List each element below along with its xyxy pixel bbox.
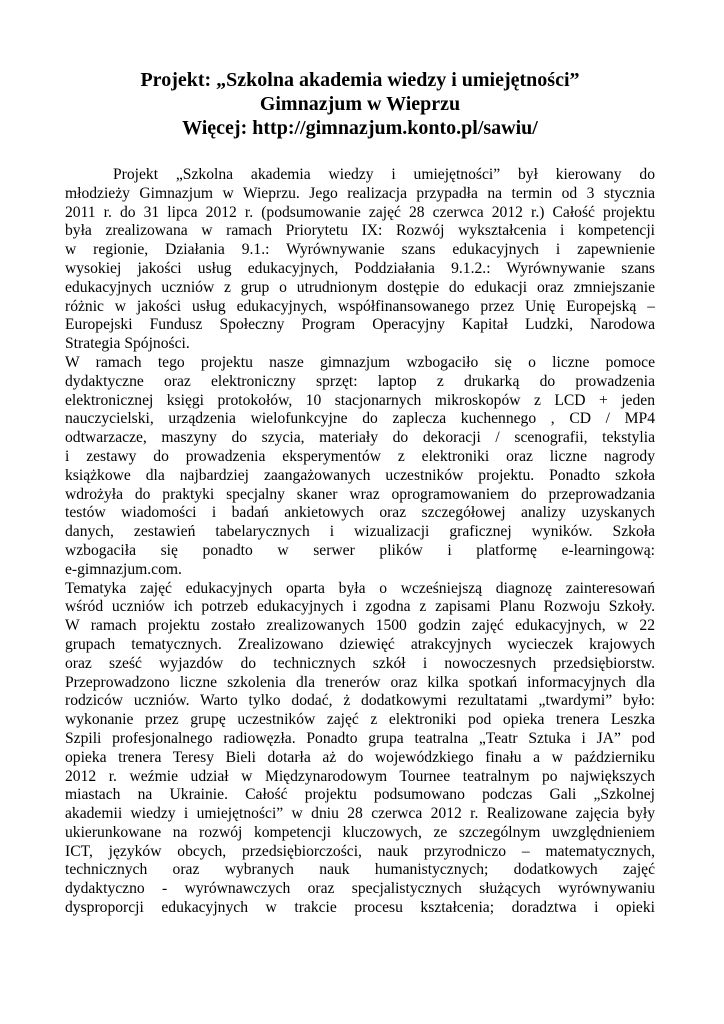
text-line: elektronicznej księgi protokołów, 10 stacjonarnych mikroskopów z LCD + jeden (65, 391, 655, 409)
text-line: ICT, języków obcych, przedsiębiorczości, nauk przyrodniczo – matematycznych, (65, 842, 655, 860)
text-line: grupach tematycznych. Zrealizowano dziewięć atrakcyjnych wycieczek krajowych (65, 635, 655, 653)
text-line: technicznych oraz wybranych nauk humanistycznych; dodatkowych zajęć (65, 861, 655, 879)
text-line: Strategia Spójności. (65, 335, 190, 353)
text-line: wykonanie przez grupę uczestników zajęć z elektroniki pod opieka trenera Leszka (65, 711, 655, 729)
text-line: rodziców uczniów. Warto tylko dodać, ż dodatkowymi rezultatami „twardymi” było: (65, 692, 655, 710)
project-title: Projekt: „Szkolna akademia wiedzy i umiejętności” (140, 69, 580, 91)
text-line: była zrealizowana w ramach Priorytetu IX: Rozwój wykształcenia i kompetencji (65, 222, 655, 240)
text-line: e-gimnazjum.com. (65, 560, 182, 578)
text-line: książkowe dla najbardziej zaangażowanych uczestników projektu. Ponadto szkoła (65, 466, 655, 484)
text-line: wdrożyła do praktyki specjalny skaner wraz oprogramowaniem do przeprowadzania (65, 485, 655, 503)
text-line: 2011 r. do 31 lipca 2012 r. (podsumowanie zajęć 28 czerwca 2012 r.) Całość projektu (65, 203, 655, 221)
text-line: danych, zestawień tabelarycznych i wizualizacji graficznej wyników. Szkoła (65, 523, 655, 541)
text-line: odtwarzacze, maszyny do szycia, materiały do dekoracji / scenografii, tekstylia (65, 429, 655, 447)
text-line: wśród uczniów ich potrzeb edukacyjnych i zgodna z zapisami Planu Rozwoju Szkoły. (65, 598, 655, 616)
text-line: różnic w jakości usług edukacyjnych, współfinansowanego przez Unię Europejską – (65, 297, 655, 315)
text-line: akademii wiedzy i umiejętności” w dniu 28 czerwca 2012 r. Realizowane zajęcia były (65, 805, 655, 823)
text-line: miastach na Ukrainie. Całość projektu podsumowano podczas Gali „Szkolnej (65, 786, 655, 804)
text-line: dydaktyczno - wyrównawczych oraz specjalistycznych służących wyrównywaniu (65, 880, 655, 898)
text-line: 2012 r. weźmie udział w Międzynarodowym Tournee teatralnym po największych (65, 767, 655, 785)
text-line: testów wiadomości i badań ankietowych oraz szczegółowej analizy uzyskanych (65, 504, 655, 522)
text-line: Przeprowadzono liczne szkolenia dla trenerów oraz kilka spotkań informacyjnych dla (65, 673, 655, 691)
school-name: Gimnazjum w Wieprzu (259, 93, 461, 115)
text-line: wysokiej jakości usług edukacyjnych, Poddziałania 9.1.2.: Wyrównywanie szans (65, 259, 655, 277)
more-info-link[interactable]: Więcej: http://gimnazjum.konto.pl/sawiu/ (182, 117, 538, 139)
text-line: nauczycielski, urządzenia wielofunkcyjne do zaplecza kuchennego , CD / MP4 (65, 410, 655, 428)
text-line: Szpili profesjonalnego radiowęzła. Ponadto grupa teatralna „Teatr Sztuka i JA” pod (65, 729, 655, 747)
text-line: edukacyjnych uczniów z grup o utrudnionym dostępie do edukacji oraz zmniejszanie (65, 278, 655, 296)
text-line: w regionie, Działania 9.1.: Wyrównywanie szans edukacyjnych i zapewnienie (65, 241, 655, 259)
text-line: W ramach projektu zostało zrealizowanych 1500 godzin zajęć edukacyjnych, w 22 (65, 617, 655, 635)
document-page (65, 68, 655, 918)
document-body (65, 166, 655, 918)
text-line: oraz sześć wyjazdów do technicznych szkół i nowoczesnych przedsiębiorstw. (65, 654, 655, 672)
text-line: W ramach tego projektu nasze gimnazjum wzbogaciło się o liczne pomoce (65, 353, 655, 371)
text-line: dysproporcji edukacyjnych w trakcie procesu kształcenia; doradztwa i opieki (65, 899, 655, 917)
text-line: Tematyka zajęć edukacyjnych oparta była o wcześniejszą diagnozę zainteresowań (65, 579, 655, 597)
text-line: wzbogaciła się ponadto w serwer plików i platformę e-learningową: (65, 541, 655, 559)
text-line: opieka trenera Teresy Bieli dotarła aż do wojewódzkiego finału a w październiku (65, 748, 655, 766)
text-line: Europejski Fundusz Społeczny Program Operacyjny Kapitał Ludzki, Narodowa (65, 316, 655, 334)
text-line: dydaktyczne oraz elektroniczny sprzęt: laptop z drukarką do prowadzenia (65, 372, 655, 390)
document-header (65, 68, 655, 140)
text-line: i zestawy do prowadzenia eksperymentów z elektroniki oraz liczne nagrody (65, 447, 655, 465)
text-line: młodzieży Gimnazjum w Wieprzu. Jego realizacja przypadła na termin od 3 stycznia (65, 184, 655, 202)
text-line: ukierunkowane na rozwój kompetencji kluczowych, ze szczególnym uwzględnieniem (65, 823, 655, 841)
text-line: Projekt „Szkolna akademia wiedzy i umiejętności” był kierowany do (113, 166, 655, 183)
